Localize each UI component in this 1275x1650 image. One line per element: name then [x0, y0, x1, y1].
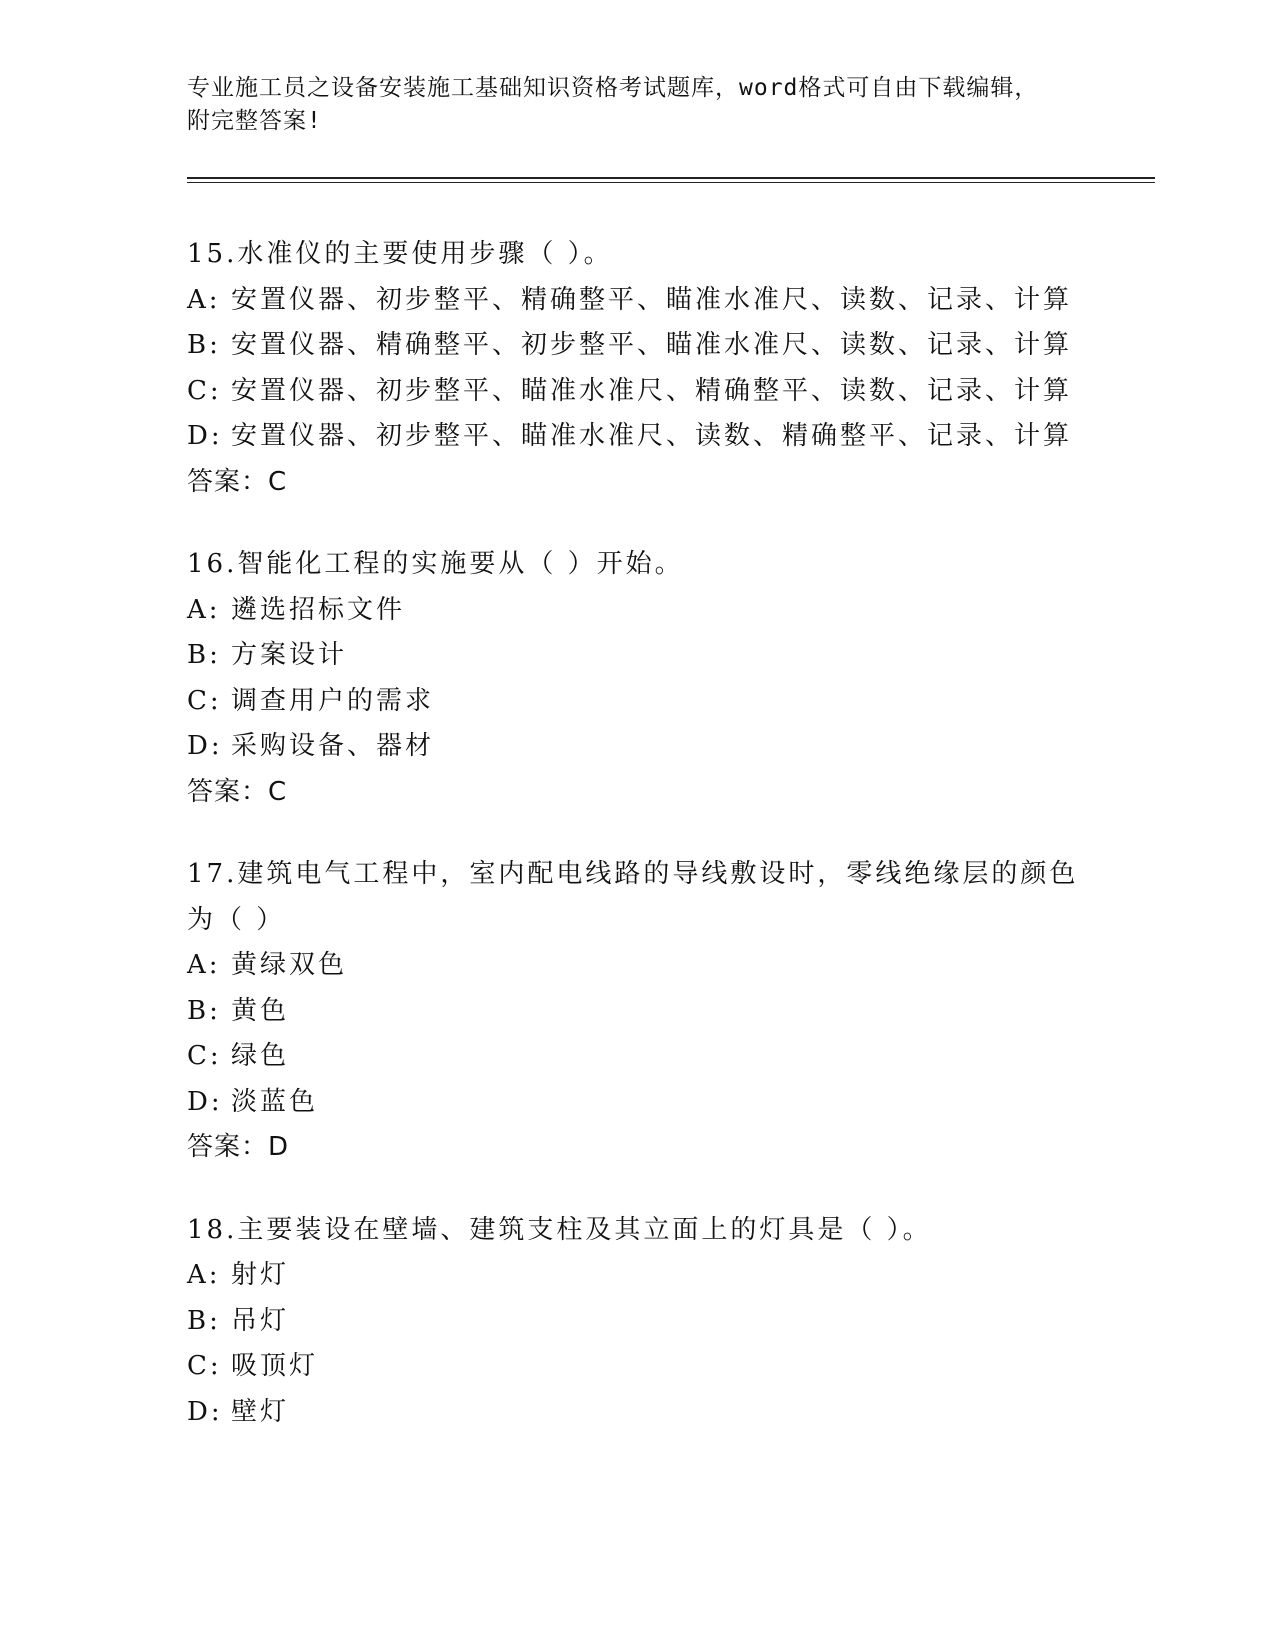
option-d	[187, 1390, 1087, 1436]
option-text: 调查用户的需求	[231, 685, 435, 716]
option-c	[187, 1034, 1087, 1080]
option-key: D:	[187, 1396, 223, 1427]
question-stem: 17.建筑电气工程中，室内配电线路的导线敷设时，零线绝缘层的颜色为（ ）	[187, 859, 1079, 935]
option-key: C:	[187, 375, 222, 406]
option-text: 安置仪器、精确整平、初步整平、瞄准水准尺、读数、记录、计算	[231, 330, 1073, 360]
option-key: D:	[187, 1086, 223, 1117]
question-16	[187, 542, 1087, 815]
option-a	[187, 943, 1087, 989]
option-key: C:	[187, 1351, 222, 1381]
option-key: B:	[187, 330, 221, 360]
header-line-2: 附完整答案!	[187, 108, 322, 134]
option-text: 采购设备、器材	[231, 731, 435, 761]
option-key: A:	[187, 1260, 221, 1290]
option-key: A:	[187, 594, 221, 625]
answer-line: 答案：C	[187, 466, 288, 497]
option-key: A:	[187, 284, 221, 315]
question-18	[187, 1208, 1087, 1436]
header-line-1: 专业施工员之设备安装施工基础知识资格考试题库，word格式可自由下载编辑，	[187, 75, 1039, 101]
option-c	[187, 1344, 1087, 1390]
option-b	[187, 633, 1087, 679]
option-a	[187, 1253, 1087, 1299]
question-17	[187, 852, 1087, 1171]
option-key: C:	[187, 1041, 222, 1071]
option-key: B:	[187, 1305, 221, 1336]
option-text: 吸顶灯	[231, 1351, 319, 1381]
question-stem: 16.智能化工程的实施要从（ ）开始。	[187, 549, 684, 579]
option-b	[187, 1299, 1087, 1345]
option-d	[187, 1080, 1087, 1126]
option-text: 安置仪器、初步整平、瞄准水准尺、精确整平、读数、记录、计算	[231, 375, 1073, 406]
option-key: C:	[187, 685, 222, 716]
option-d	[187, 414, 1087, 460]
question-stem: 18.主要装设在壁墙、建筑支柱及其立面上的灯具是（ ）。	[187, 1214, 932, 1245]
option-a	[187, 278, 1087, 324]
question-list	[187, 232, 1087, 1472]
option-c	[187, 679, 1087, 725]
question-stem: 15.水准仪的主要使用步骤（ ）。	[187, 239, 613, 269]
option-text: 黄色	[231, 995, 290, 1026]
option-b	[187, 323, 1087, 369]
option-d	[187, 724, 1087, 770]
option-a	[187, 588, 1087, 634]
header-divider-thin	[187, 182, 1155, 183]
option-b	[187, 989, 1087, 1035]
option-text: 绿色	[231, 1041, 290, 1071]
option-key: B:	[187, 640, 221, 670]
question-15	[187, 232, 1087, 505]
option-text: 安置仪器、初步整平、瞄准水准尺、读数、精确整平、记录、计算	[231, 421, 1073, 451]
option-text: 壁灯	[231, 1396, 290, 1427]
header-divider	[187, 177, 1155, 179]
document-header	[187, 72, 1087, 138]
option-text: 遴选招标文件	[231, 594, 406, 625]
option-text: 安置仪器、初步整平、精确整平、瞄准水准尺、读数、记录、计算	[231, 284, 1073, 315]
option-key: D:	[187, 731, 223, 761]
option-text: 射灯	[231, 1260, 290, 1290]
option-text: 淡蓝色	[231, 1086, 319, 1117]
option-c	[187, 369, 1087, 415]
answer-line: 答案：D	[187, 1132, 290, 1162]
option-key: B:	[187, 995, 221, 1026]
answer-line: 答案：C	[187, 776, 288, 807]
option-text: 方案设计	[231, 640, 348, 670]
option-key: A:	[187, 950, 221, 980]
option-text: 黄绿双色	[231, 950, 348, 980]
option-key: D:	[187, 421, 223, 451]
option-text: 吊灯	[231, 1305, 290, 1336]
